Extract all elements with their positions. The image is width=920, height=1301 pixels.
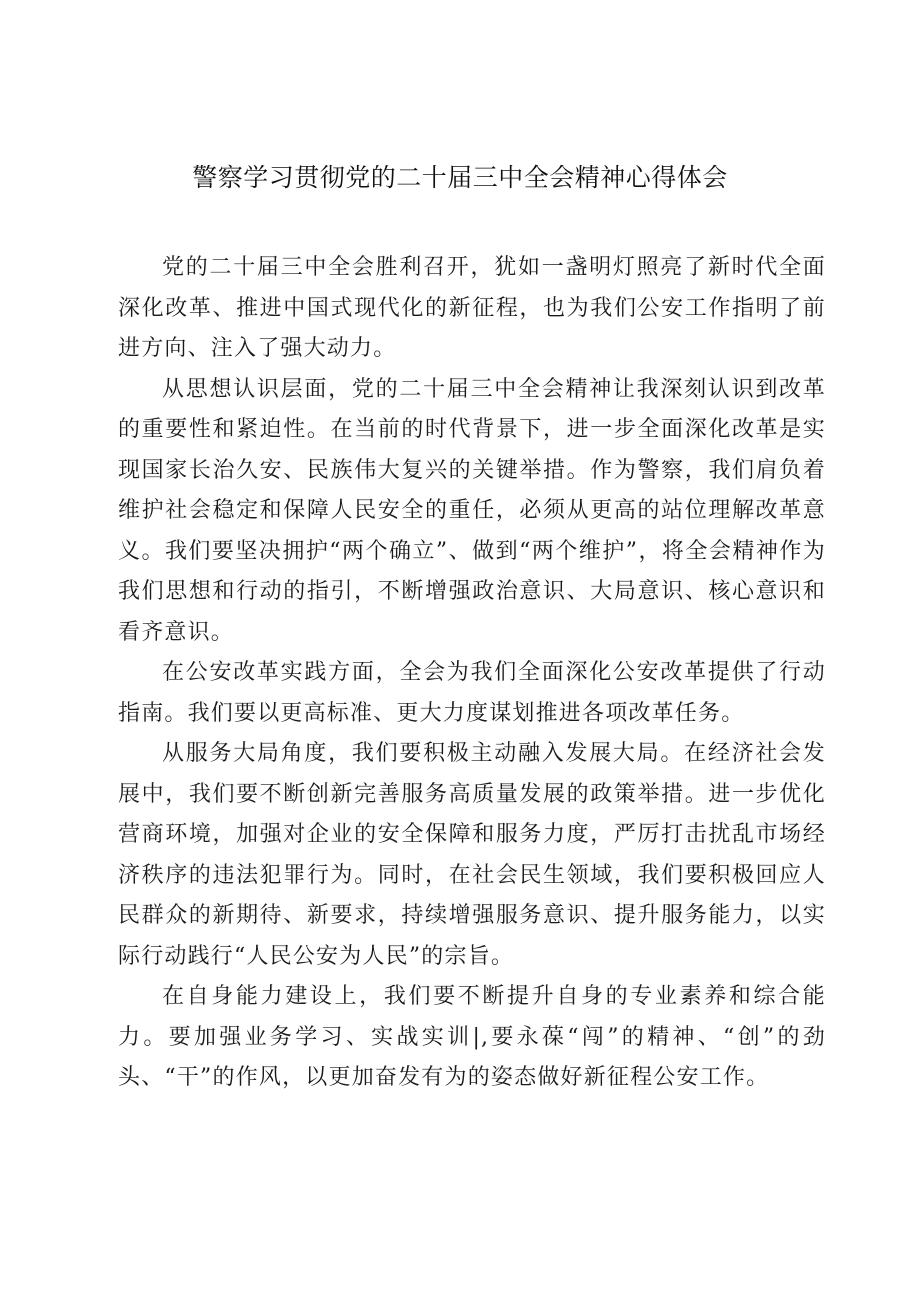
paragraph-5: 在自身能力建设上，我们要不断提升自身的专业素养和综合能力。要加强业务学习、实战实训|,要永葆“闯”的精神、“创”的劲头、“干”的作风，以更加奋发有为的姿态做好新征程公安工作。 <box>118 984 826 1090</box>
paragraph-2: 从思想认识层面，党的二十届三中全会精神让我深刻认识到改革的重要性和紧迫性。在当前的时代背景下，进一步全面深化改革是实现国家长治久安、民族伟大复兴的关键举措。作为警察，我们肩负着维护社会稳定和保障人民安全的重任，必须从更高的站位理解改革意义。我们要坚决拥护“两个确立”、做到“两个维护”，将全会精神作为我们思想和行动的指引，不断增强政治意识、大局意识、核心意识和看齐意识。 <box>118 376 826 645</box>
paragraph-4: 从服务大局角度，我们要积极主动融入发展大局。在经济社会发展中，我们要不断创新完善服务高质量发展的政策举措。进一步优化营商环境，加强对企业的安全保障和服务力度，严厉打击扰乱市场经济秩序的违法犯罪行为。同时，在社会民生领域，我们要积极回应人民群众的新期待、新要求，持续增强服务意识、提升服务能力，以实际行动践行“人民公安为人民”的宗旨。 <box>118 741 826 969</box>
document-body <box>118 248 826 1099</box>
paragraph-3: 在公安改革实践方面，全会为我们全面深化公安改革提供了行动指南。我们要以更高标准、更大力度谋划推进各项改革任务。 <box>118 660 826 726</box>
paragraph-1: 党的二十届三中全会胜利召开，犹如一盏明灯照亮了新时代全面深化改革、推进中国式现代化的新征程，也为我们公安工作指明了前进方向、注入了强大动力。 <box>118 255 826 361</box>
document-title: 警察学习贯彻党的二十届三中全会精神心得体会 <box>192 163 728 192</box>
